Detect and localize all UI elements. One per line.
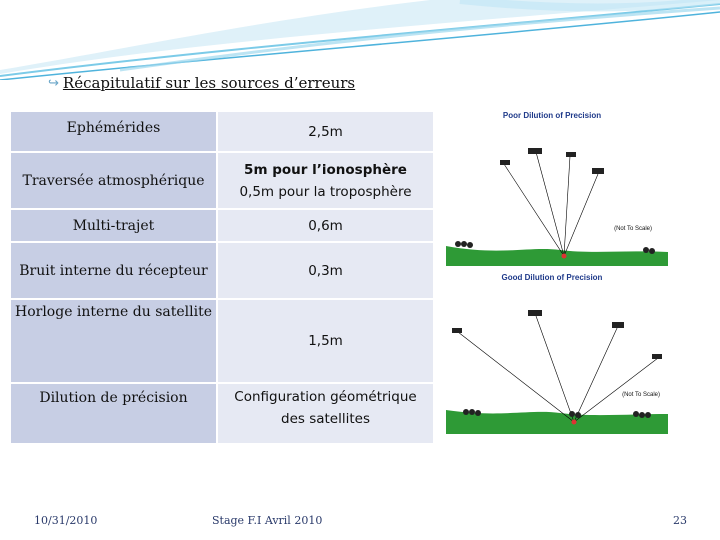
poor-dop-title: Poor Dilution of Precision [502, 111, 602, 120]
curved-arrow-icon: ↪ [48, 75, 59, 91]
footer-center-text: Stage F.I Avril 2010 [212, 514, 323, 527]
table-row [11, 153, 433, 210]
row-value [218, 153, 433, 210]
receiver-point-top [562, 254, 567, 259]
value-line: 2,5m [308, 123, 343, 140]
value-line: 5m pour l’ionosphère [244, 161, 407, 178]
row-value [218, 210, 433, 243]
slide-title: Récapitulatif sur les sources d’erreurs [62, 74, 356, 92]
value-line: 0,6m [308, 217, 343, 234]
row-label: Bruit interne du récepteur [11, 243, 218, 300]
value-line: des satellites [281, 411, 370, 427]
receiver-point-bottom [572, 420, 577, 425]
table-row [11, 384, 433, 445]
good-dop-title: Good Dilution of Precision [501, 273, 603, 282]
dilution-of-precision-figure [440, 84, 668, 436]
footer-date: 10/31/2010 [34, 514, 98, 527]
table-row [11, 243, 433, 300]
page-number: 23 [673, 514, 687, 527]
table-row [11, 210, 433, 243]
title-row [48, 72, 355, 94]
table-row [11, 112, 433, 153]
row-label: Multi-trajet [11, 210, 218, 243]
value-line: 0,5m pour la troposphère [239, 183, 412, 200]
row-label: Horloge interne du satellite [11, 300, 218, 384]
row-value [218, 384, 433, 445]
row-label: Traversée atmosphérique [11, 153, 218, 210]
value-line: 1,5m [308, 333, 343, 349]
row-label: Ephémérides [11, 112, 218, 153]
row-label: Dilution de précision [11, 384, 218, 445]
row-value [218, 300, 433, 384]
row-value [218, 243, 433, 300]
error-sources-table [11, 112, 433, 445]
not-to-scale-bottom: (Not To Scale) [622, 392, 660, 398]
header-swoosh [0, 0, 720, 80]
table-row [11, 300, 433, 384]
value-line: 0,3m [308, 262, 343, 279]
row-value [218, 112, 433, 153]
value-line: Configuration géométrique [234, 389, 417, 405]
not-to-scale-top: (Not To Scale) [614, 226, 652, 232]
